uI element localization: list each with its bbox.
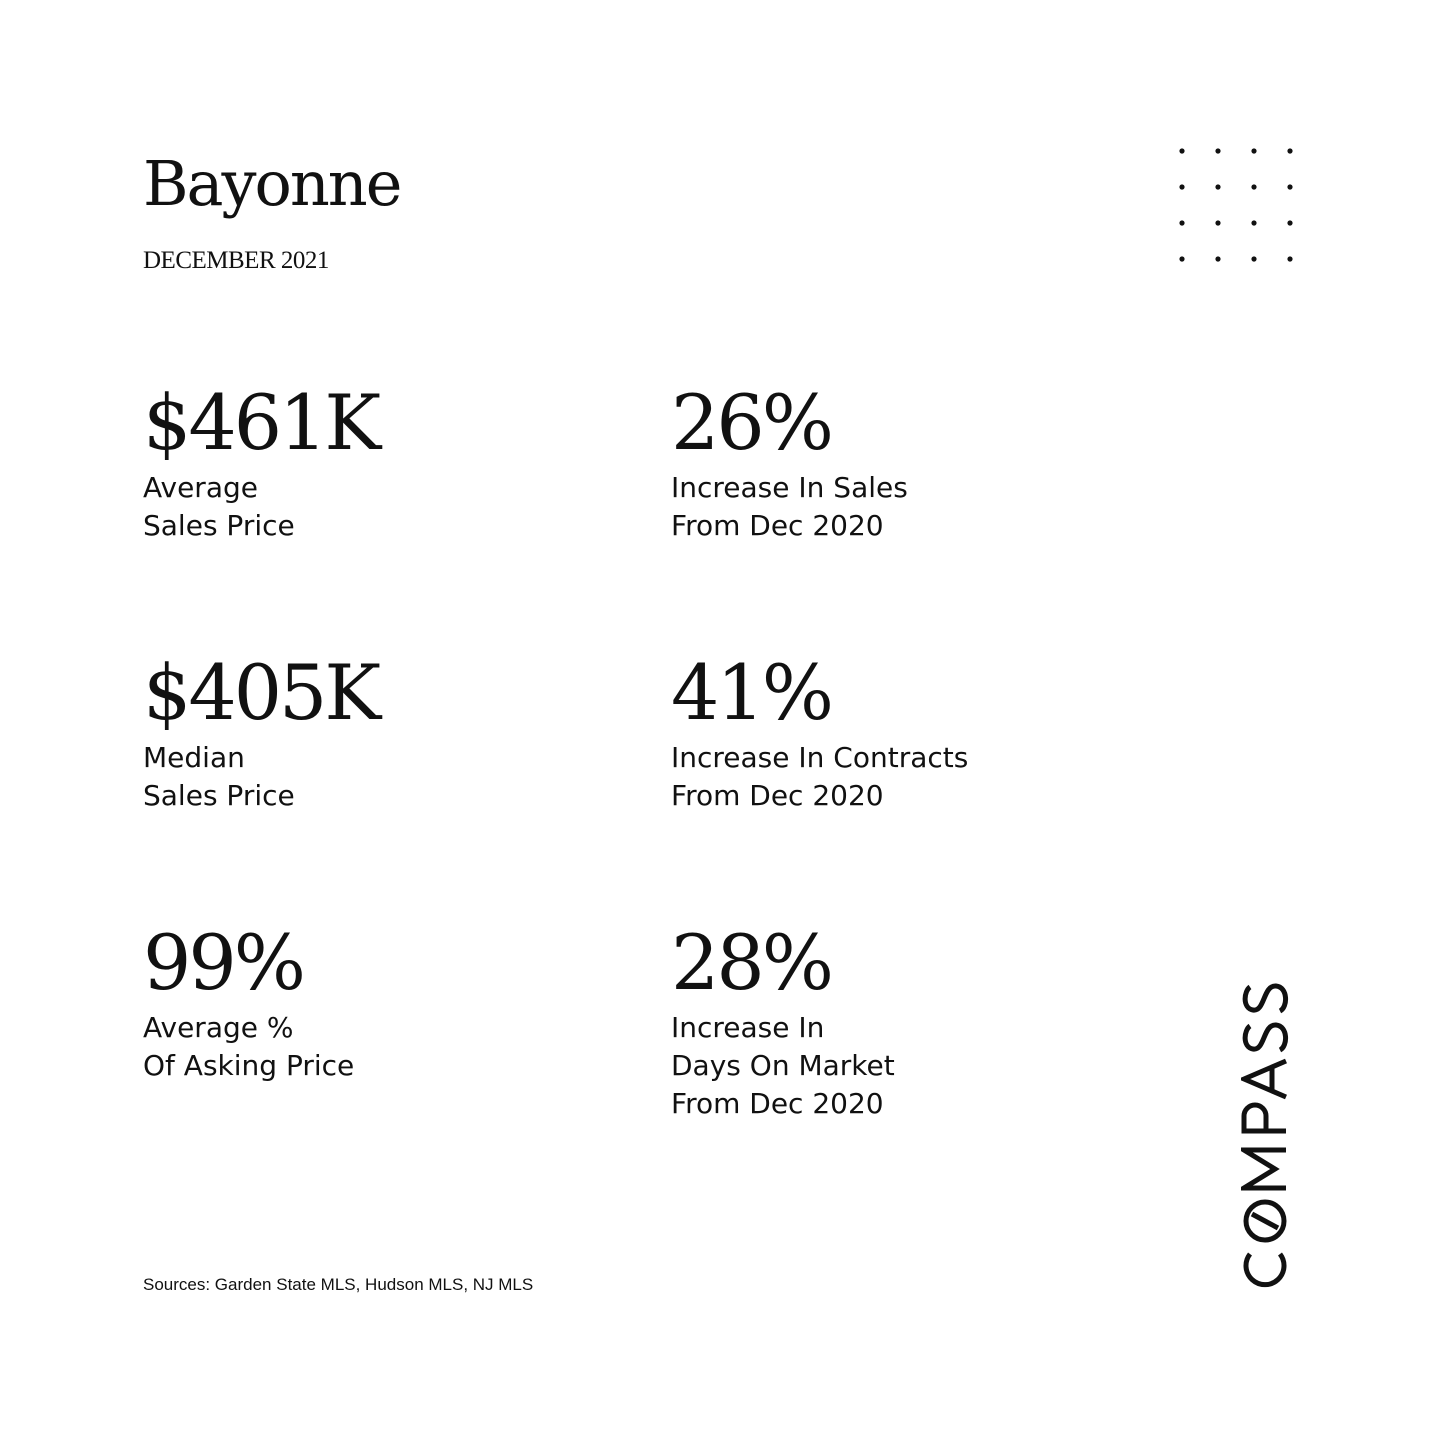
compass-logo-icon bbox=[1241, 956, 1289, 1292]
sources-footnote: Sources: Garden State MLS, Hudson MLS, NJ MLS bbox=[143, 1275, 534, 1294]
stat-average-percent-of-asking bbox=[143, 919, 613, 1085]
stat-label bbox=[143, 739, 613, 815]
stat-value: 28% bbox=[671, 918, 831, 1007]
dot-grid-icon bbox=[1177, 146, 1295, 264]
stat-increase-in-contracts bbox=[671, 649, 1141, 815]
stat-label-line: From Dec 2020 bbox=[671, 1087, 884, 1120]
stat-label-line: Median bbox=[143, 741, 245, 774]
stat-value: $405K bbox=[143, 648, 379, 737]
stat-label-line: Increase In Contracts bbox=[671, 741, 969, 774]
stat-label bbox=[671, 1009, 1141, 1123]
stat-label-line: Increase In Sales bbox=[671, 471, 908, 504]
page-subtitle-date: DECEMBER 2021 bbox=[143, 247, 329, 274]
stat-value: 99% bbox=[143, 918, 303, 1007]
stat-increase-in-days-on-market bbox=[671, 919, 1141, 1123]
stat-label-line: Of Asking Price bbox=[143, 1049, 355, 1082]
stat-label-line: From Dec 2020 bbox=[671, 779, 884, 812]
stat-label-line: Average bbox=[143, 471, 258, 504]
stat-average-sales-price bbox=[143, 379, 613, 545]
stat-value: $461K bbox=[143, 378, 379, 467]
stat-value: 26% bbox=[671, 378, 831, 467]
stat-label-line: Sales Price bbox=[143, 779, 295, 812]
page-title: Bayonne bbox=[143, 147, 401, 220]
stat-median-sales-price bbox=[143, 649, 613, 815]
stat-label-line: Increase In bbox=[671, 1011, 825, 1044]
stat-label-line: From Dec 2020 bbox=[671, 509, 884, 542]
stat-label bbox=[143, 469, 613, 545]
stat-label bbox=[143, 1009, 613, 1085]
stat-label-line: Sales Price bbox=[143, 509, 295, 542]
stat-increase-in-sales bbox=[671, 379, 1141, 545]
stat-label bbox=[671, 469, 1141, 545]
stat-label-line: Average % bbox=[143, 1011, 294, 1044]
stat-label bbox=[671, 739, 1141, 815]
stat-value: 41% bbox=[671, 648, 831, 737]
stat-label-line: Days On Market bbox=[671, 1049, 895, 1082]
